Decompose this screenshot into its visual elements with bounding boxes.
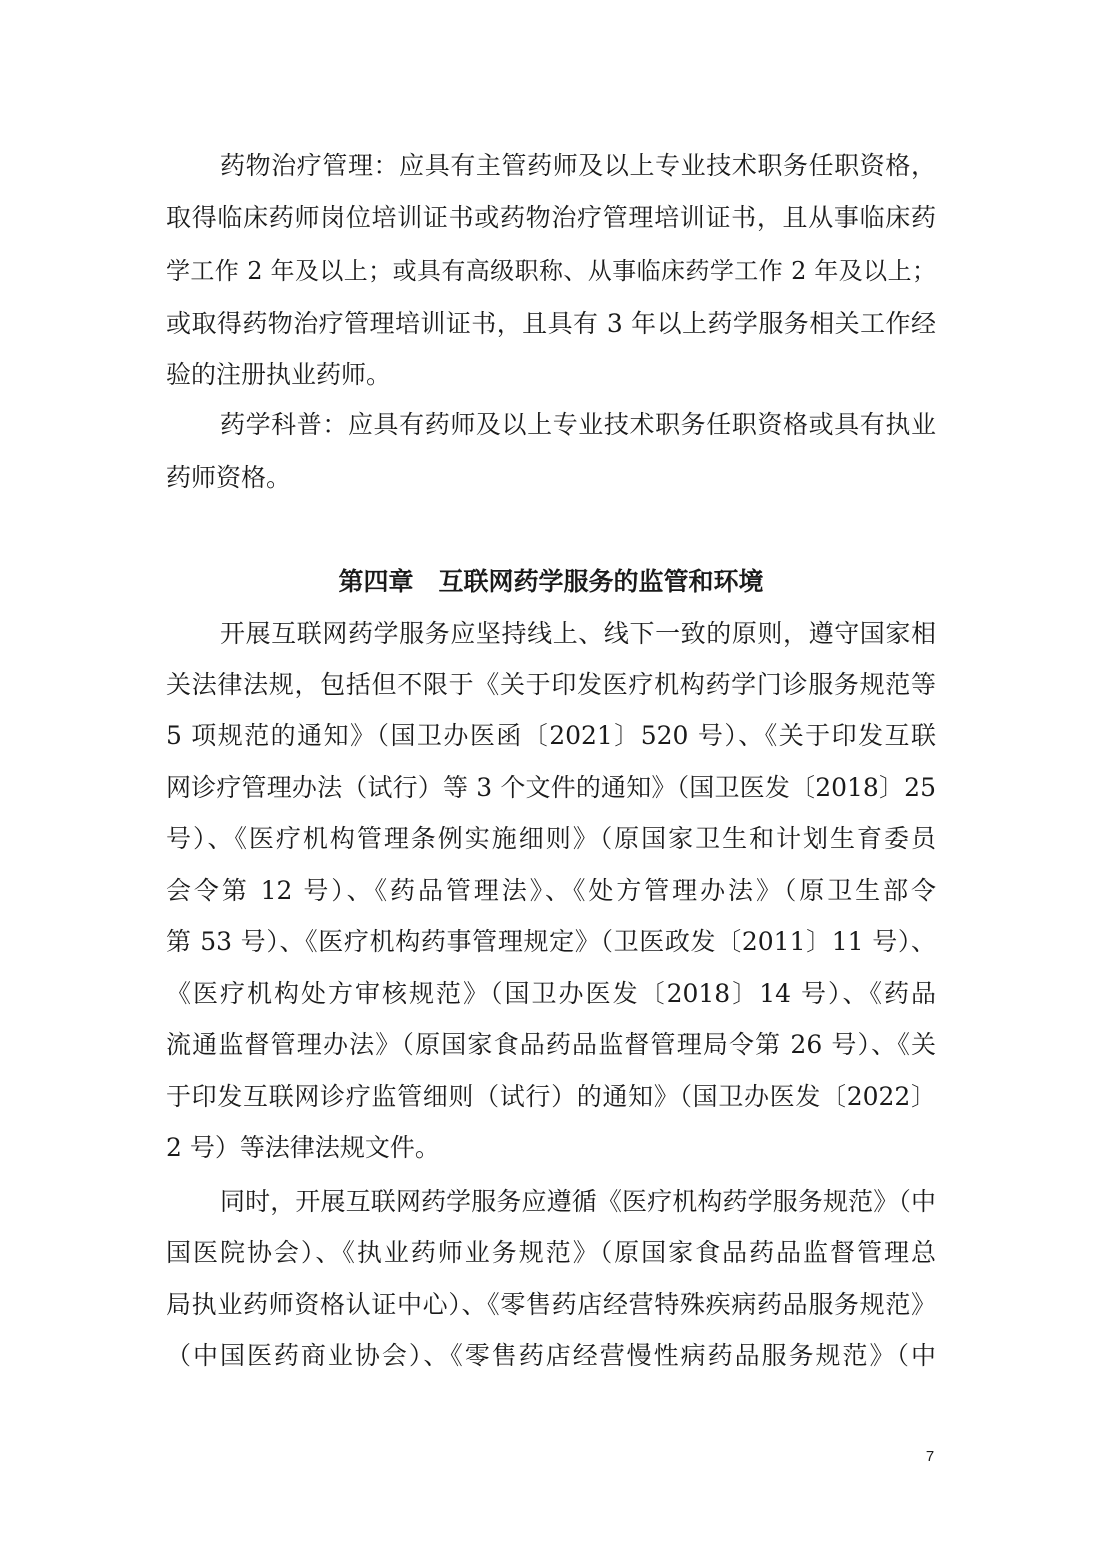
paragraph-line: 第 53 号）、《医疗机构药事管理规定》（卫医政发〔2011〕11 号）、 [166, 927, 936, 956]
paragraph-line: 网诊疗管理办法（试行）等 3 个文件的通知》（国卫医发〔2018〕25 [166, 773, 936, 802]
paragraph-line: 5 项规范的通知》（国卫办医函〔2021〕520 号）、《关于印发互联 [166, 721, 936, 750]
paragraph-line: 开展互联网药学服务应坚持线上、线下一致的原则，遵守国家相 [220, 619, 936, 648]
paragraph-line: 或取得药物治疗管理培训证书，且具有 3 年以上药学服务相关工作经 [166, 309, 936, 338]
paragraph-line: 于印发互联网诊疗监管细则（试行）的通知》（国卫办医发〔2022〕 [166, 1082, 936, 1111]
paragraph-line: 号）、《医疗机构管理条例实施细则》（原国家卫生和计划生育委员 [166, 824, 936, 853]
paragraph-line: 同时，开展互联网药学服务应遵循《医疗机构药学服务规范》（中 [220, 1187, 936, 1216]
paragraph-line: 国医院协会）、《执业药师业务规范》（原国家食品药品监督管理总 [166, 1238, 936, 1267]
paragraph-line: 关法律法规，包括但不限于《关于印发医疗机构药学门诊服务规范等 [166, 670, 936, 699]
paragraph-line: 药师资格。 [166, 463, 292, 492]
paragraph-line: 局执业药师资格认证中心）、《零售药店经营特殊疾病药品服务规范》 [166, 1290, 936, 1319]
paragraph-line: 流通监督管理办法》（原国家食品药品监督管理局令第 26 号）、《关 [166, 1030, 936, 1059]
chapter-heading: 第四章 互联网药学服务的监管和环境 [338, 567, 764, 596]
paragraph-line: 2 号）等法律法规文件。 [166, 1133, 440, 1162]
paragraph-line: 学工作 2 年及以上；或具有高级职称、从事临床药学工作 2 年及以上； [166, 257, 936, 285]
paragraph-line: （中国医药商业协会）、《零售药店经营慢性病药品服务规范》（中 [166, 1341, 936, 1370]
paragraph-line: 药学科普：应具有药师及以上专业技术职务任职资格或具有执业 [220, 410, 936, 439]
paragraph-line: 药物治疗管理：应具有主管药师及以上专业技术职务任职资格， [220, 151, 936, 180]
paragraph-line: 取得临床药师岗位培训证书或药物治疗管理培训证书，且从事临床药 [166, 203, 936, 232]
paragraph-line: 验的注册执业药师。 [166, 360, 392, 389]
page-number: 7 [925, 1448, 935, 1465]
paragraph-line: 会令第 12 号）、《药品管理法》、《处方管理办法》（原卫生部令 [166, 876, 936, 905]
paragraph-line: 《医疗机构处方审核规范》（国卫办医发〔2018〕14 号）、《药品 [166, 979, 936, 1008]
